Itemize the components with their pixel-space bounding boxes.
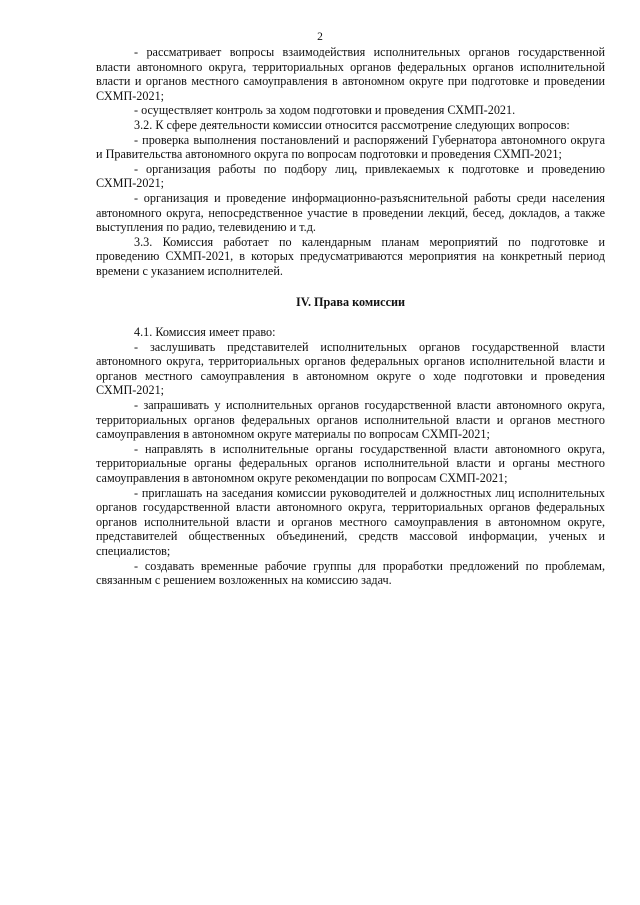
paragraph: - приглашать на заседания комиссии руководителей и должностных лиц исполнительных органов государственной власти автономного округа, территориальных органов федеральных органов исполнительной власти и органов местного самоуправления в автономном округе, представителей общественных объединений, средств массовой информации, ученых и специалистов;: [96, 485, 605, 558]
paragraph: 3.3. Комиссия работает по календарным планам мероприятий по подготовке и проведению СХМП-2021, в которых предусматриваются мероприятия на конкретный период времени с указанием исполнителей.: [96, 234, 605, 278]
paragraph: - направлять в исполнительные органы государственной власти автономного округа, территориальные органы федеральных органов исполнительной власти и органы местного самоуправления в автономном округе рекомендации по вопросам СХМП-2021;: [96, 441, 605, 486]
paragraph: - создавать временные рабочие группы для проработки предложений по проблемам, связанным с решением возложенных на комиссию задач.: [96, 558, 605, 588]
paragraph: - организация работы по подбору лиц, привлекаемых к подготовке и проведению СХМП-2021;: [96, 161, 605, 191]
paragraph: - заслушивать представителей исполнительных органов государственной власти автономного округа, территориальных органов федеральных органов исполнительной власти и органов местного самоуправления в автономном округе о ходе подготовки и проведения СХМП-2021;: [96, 339, 605, 398]
paragraph: - организация и проведение информационно-разъяснительной работы среди населения автономного округа, непосредственное участие в проведении лекций, бесед, докладов, а также выступления по радио, телевидению и т.д.: [96, 190, 605, 235]
spacer: [96, 279, 605, 295]
paragraph: - проверка выполнения постановлений и распоряжений Губернатора автономного округа и Правительства автономного округа по вопросам подготовки и проведения СХМП-2021;: [96, 132, 605, 162]
section-heading: IV. Права комиссии: [295, 294, 406, 309]
paragraph: 3.2. К сфере деятельности комиссии относится рассмотрение следующих вопросов:: [134, 117, 570, 132]
page-number: 2: [317, 31, 323, 43]
paragraph: - запрашивать у исполнительных органов государственной власти автономного округа, территориальных органов федеральных органов исполнительной власти и органов местного самоуправления в автономном округе материалы по вопросам СХМП-2021;: [96, 398, 605, 442]
paragraph: - рассматривает вопросы взаимодействия исполнительных органов государственной власти автономного округа, территориальных органов федеральных органов исполнительной власти и органов местного самоуправления в автономном округе при подготовке и проведении СХМП-2021;: [96, 45, 605, 103]
paragraph: 4.1. Комиссия имеет право:: [134, 325, 276, 340]
spacer: [96, 309, 605, 325]
paragraph: - осуществляет контроль за ходом подготовки и проведения СХМП-2021.: [134, 103, 516, 118]
document-body: [96, 45, 605, 588]
